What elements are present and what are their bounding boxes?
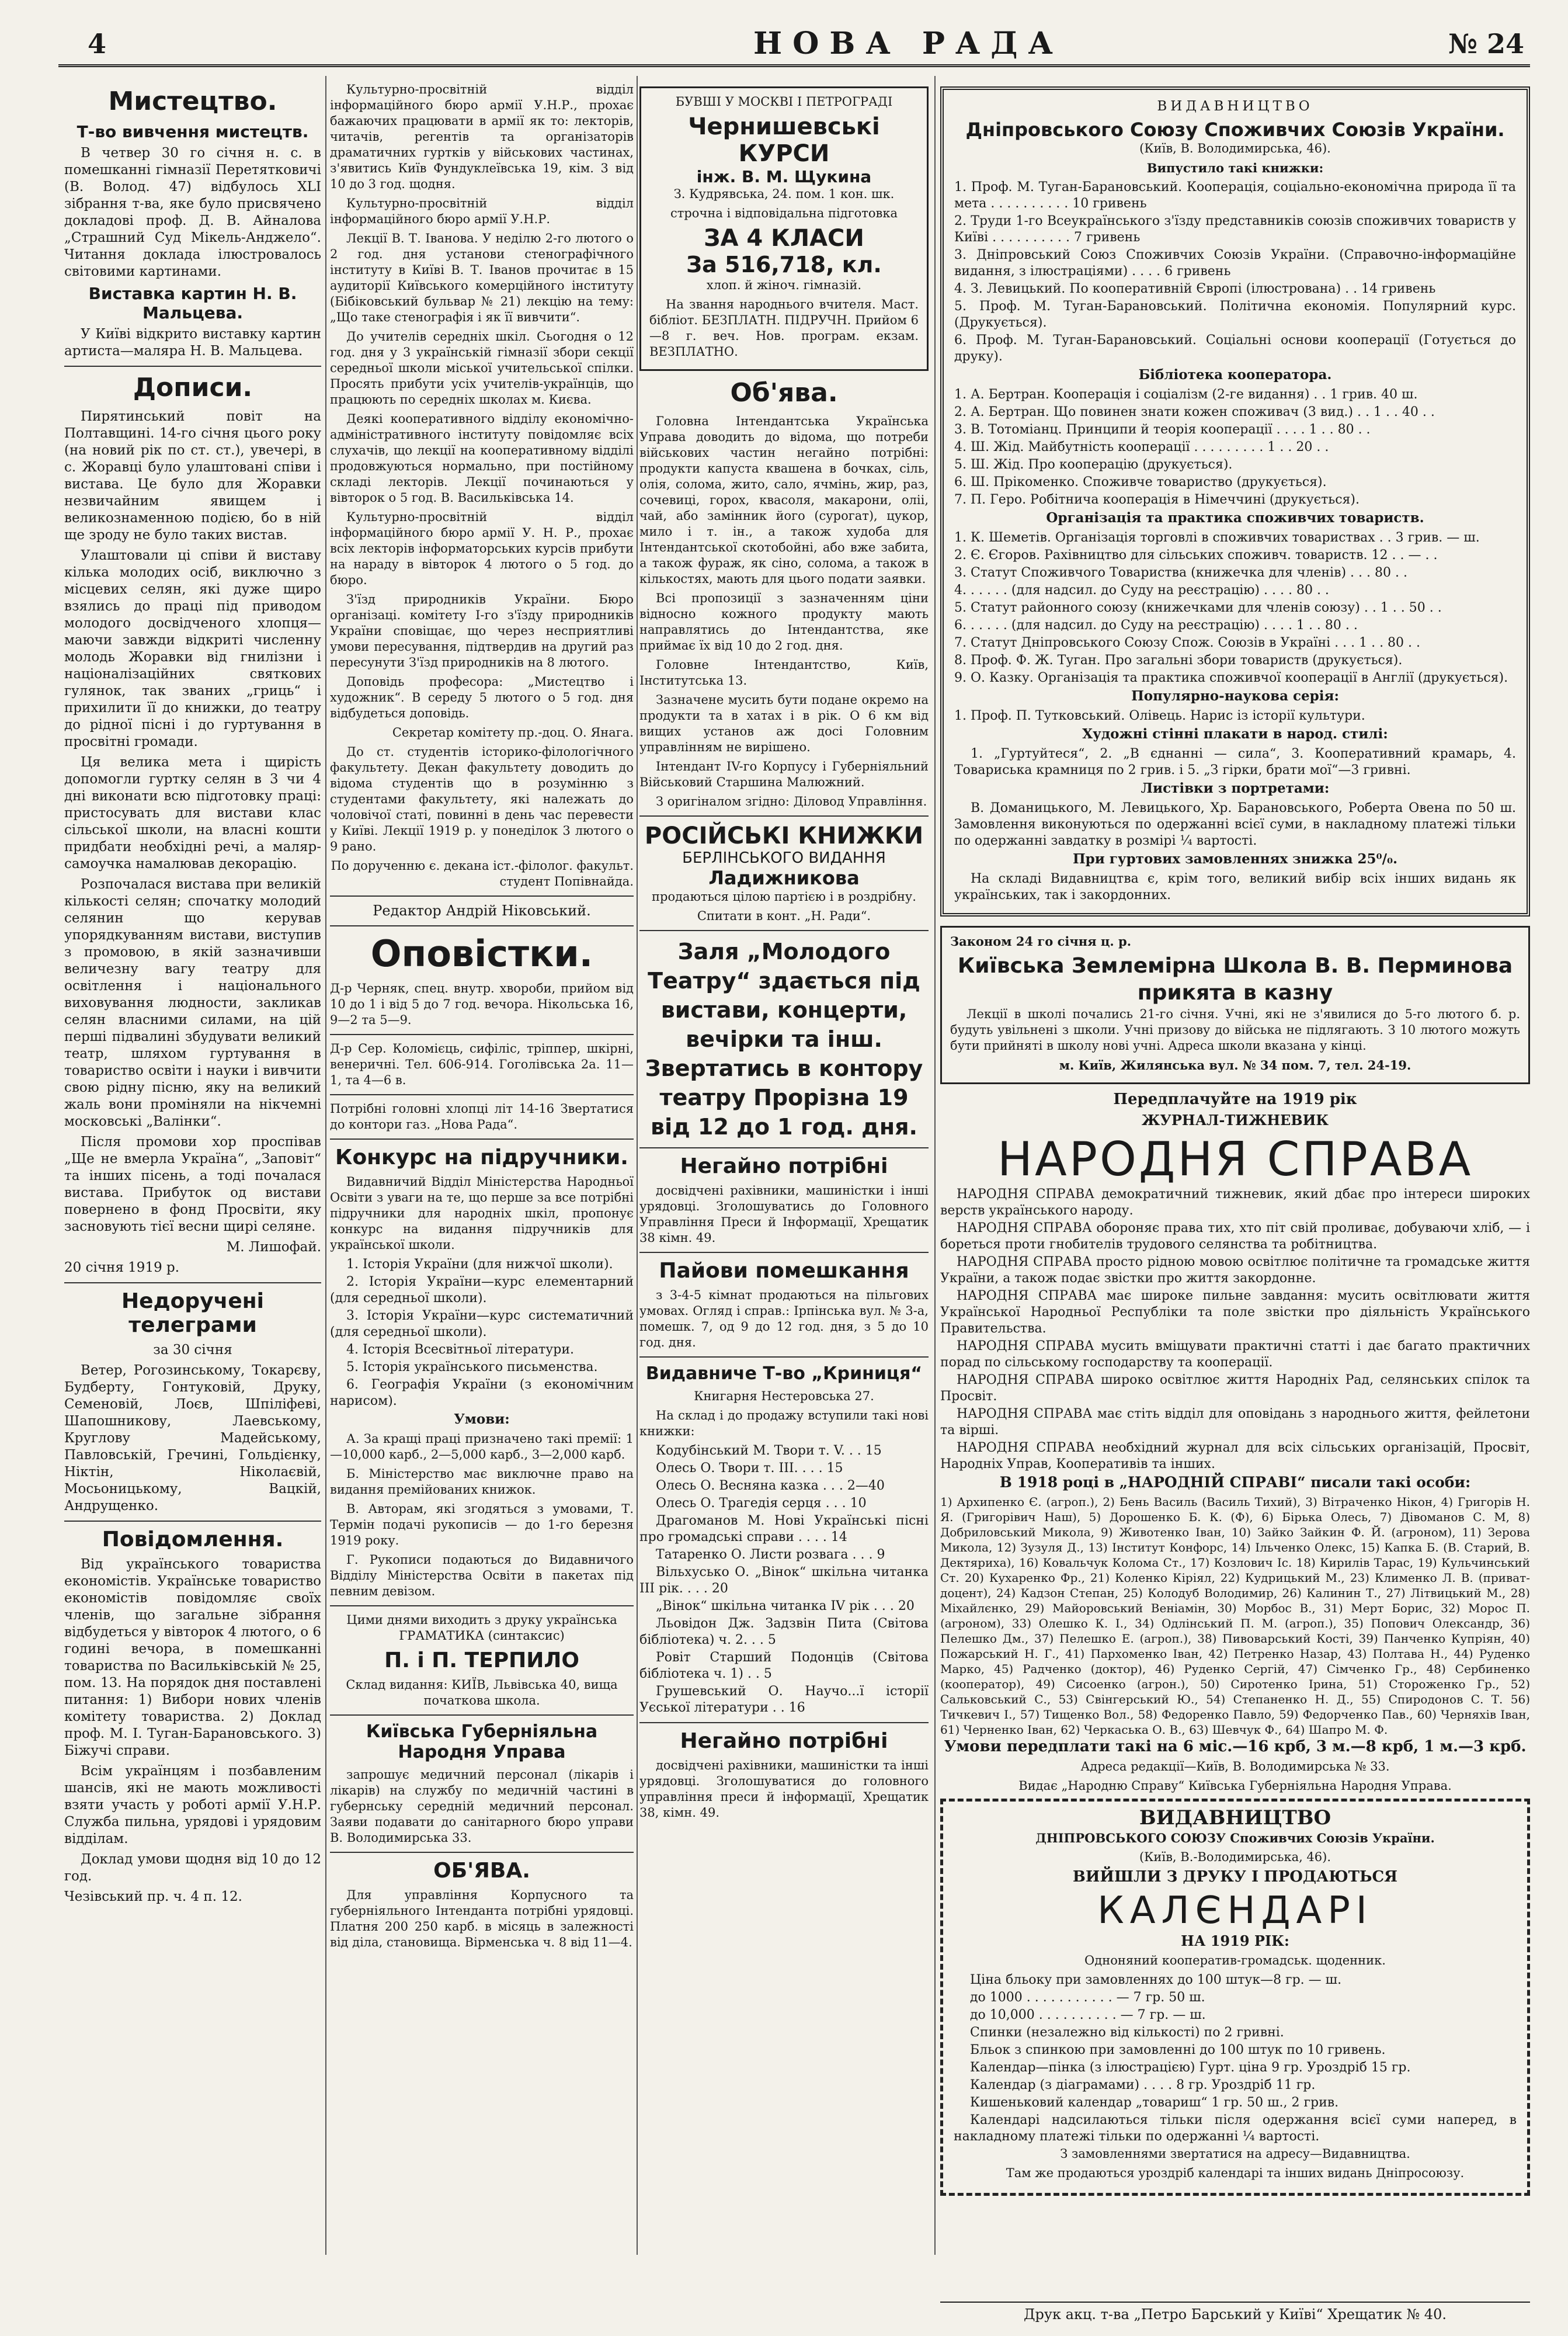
notice-paragraph: До ст. студентів історико-філологічного факультету. Декан факультету доводить до відома студентів що в розумінню з студентами факультету, які належать до чоловічої статі, повинні в день час перевести у Київі. Лекції 1919 р. у понеділок 3 лютого о 9 рано. [330, 745, 634, 853]
article-paragraph: Після промови хор проспівав „Ще не вмерла Україна“, „Заповіт“ та інших пісень, а тоді почалася вистава. Прибуток од вистави повернено в фонд Просвіти, яку засновують тієї весни щирі селяне. [64, 1134, 321, 1234]
calendar-price: Ціна бльоку при замовленнях до 100 штук—8 гр. — ш. [970, 1973, 1342, 1987]
list-item: 5. Статут районного союзу (книжечками для членів союзу) . . 1 . . 50 . . [954, 601, 1442, 615]
organization-title: Організація та практика споживчих товариств. [1046, 510, 1424, 526]
list-item: „Вінок“ шкільна читанка IV рік . . . 20 [656, 1599, 915, 1613]
publisher-intro: На склад і до продажу вступили такі нові книжки: [639, 1408, 929, 1438]
list-item: 6. . . . . . (для надсил. до Суду на реєстрацію) . . . . 1 . . 80 . . [954, 618, 1358, 633]
list-item: 1. Історія України (для нижчої школи). [346, 1257, 613, 1272]
journal-paragraph: НАРОДНЯ СПРАВА мусить вміщувати практичні статті і дає багато практичних порад по сільському господарству та кооперації. [940, 1339, 1530, 1370]
apartments-body: з 3-4-5 кімнат продаються на пільгових умовах. Огляд і справ.: Ірпінська вул. № 3-а, помешк. 7, од 9 до 12 год. дня, з 5 до 10 год. дня. [639, 1288, 929, 1349]
journal-paragraph: НАРОДНЯ СПРАВА необхідний журнал для всіх сільських організацій, Просвіт, Народніх Управ, Кооперативів та інших. [940, 1441, 1530, 1471]
journal-ad [940, 1091, 1530, 1794]
publisher-union: Дніпровського Союзу Споживчих Союзів України. [965, 119, 1505, 141]
list-item: 3. Дніпровський Союз Споживчих Союзів України. (Справочно-інформаційне видання, з ілюстраціями) . . . . 6 гривень [954, 248, 1516, 279]
school-body: Лекції в школі почались 21-го січня. Учні, які не з'явилися до 5-го лютого б. р. будуть увільнені з школи. Учні призову до війська не підлягають. З 10 лютого можуть бути прийняті в школу нові учні. Адреса школи вказана у кінці. [950, 1007, 1520, 1053]
list-item: 5. Ш. Жід. Про кооперацію (друкується). [954, 457, 1233, 472]
courses-top: БУВШІ У МОСКВІ І ПЕТРОГРАДІ [675, 95, 893, 109]
kyiv-administration-body: запрошує медичний персонал (лікарів і лікарів) на службу по медичній частині в губернську середній медичний персонал. Заяви подавати до санітарного бюро управи В. Володимирська 33. [330, 1768, 634, 1845]
russian-books-contact: Спитати в конт. „Н. Ради“. [697, 909, 871, 923]
list-item: Ровіт Старший Подонців (Світова бібліотека ч. 1) . . 5 [639, 1650, 929, 1681]
courses-classes: ЗА 4 КЛАСИ [704, 225, 864, 252]
calendar-year: НА 1919 РІК: [1181, 1932, 1289, 1949]
list-item: Грушевський О. Научо...ї історії Уєської літератури . . 16 [639, 1684, 929, 1715]
section-title-notices: Повідомлення. [102, 1528, 284, 1551]
ad-wanted: Потрібні головні хлопці літ 14-16 Звертатися до контори газ. „Нова Рада“. [330, 1102, 634, 1131]
divider [639, 930, 929, 931]
journal-pre: Передплачуйте на 1919 рік [1113, 1091, 1357, 1108]
postcards-title: Листівки з портретами: [1141, 780, 1330, 796]
kyiv-administration-title: Київська Губерніяльна Народня Управа [366, 1721, 598, 1762]
column-2 [330, 82, 634, 2290]
notice-paragraph: Лекції В. Т. Іванова. У неділю 2-го лютого о 2 год. дня установи стенографічного інституту в Київі В. Т. Іванов прочитає в 15 аудиторії Київського комерційного інституту (Бібіковський бульвар № 21) лекцію на тему: „Що таке стенографія і як її вивчити“. [330, 231, 634, 324]
author-name: П. і П. ТЕРПИЛО [384, 1648, 579, 1672]
signature: Секретар комітету пр.-доц. О. Янага. [392, 726, 634, 740]
announcement-paragraph: Головне Інтендантство, Київ, Інститутська 13. [639, 658, 929, 688]
calendar-orders: З замовленнями звертатися на адресу—Видавництва. [1060, 2147, 1410, 2161]
divider [639, 815, 929, 817]
divider [330, 1605, 634, 1606]
printer-imprint: Друк акц. т-ва „Петро Барський у Київі“ Хрещатик № 40. [940, 2302, 1530, 2323]
divider [64, 1521, 321, 1522]
divider [639, 1252, 929, 1253]
list-item: 7. П. Геро. Робітнича кооперація в Німеччині (друкується). [954, 492, 1360, 507]
condition: А. За кращі праці призначено такі премії: 1—10,000 карб., 2—5,000 карб., 3—2,000 карб. [330, 1432, 634, 1462]
calendar-ad [940, 1799, 1530, 2196]
section-title-telegrams: Недоручені телеграми [121, 1289, 264, 1337]
list-item: 4. . . . . . (для надсил. до Суду на реєстрацію) . . . . 80 . . [954, 583, 1329, 598]
list-item: 6. Проф. М. Туган-Барановський. Соціальні основи кооперації (Готується до друку). [954, 333, 1516, 364]
column-rule [637, 76, 638, 2255]
courses-price-note: хлоп. й жіноч. гімназій. [706, 278, 862, 292]
ad-doctor: Д-р Сер. Коломієць, сифіліс, тріппер, шкірні, венеричні. Тел. 606-914. Гоголівська 2а. 11—1, та 4—6 в. [330, 1042, 634, 1087]
list-item: 7. Статут Дніпровського Союзу Спож. Союзів в Україні . . . 1 . . 80 . . [954, 636, 1421, 650]
article-paragraph: У Київі відкрито виставку картин артиста—маляра Н. В. Мальцева. [64, 327, 321, 359]
russian-books-body: продаються цілою партією і в роздрібну. [652, 890, 916, 904]
calendar-out: ВИЙШЛИ З ДРУКУ І ПРОДАЮТЬСЯ [1072, 1868, 1398, 1886]
article-paragraph: Розпочалася вистава при великій кількості селян; спочатку молодий селянин що керував упорядкуванням вистави, виступив з промовою, в якій зазначивши величезну вагу театру для освітлення і національного виховування людности, закликав селян власними силами, на цій перші підвалині збудувати великий театр, шляхом гуртування в товариство освіти і науки і вивчити свою рідну пісню, яку на великий жаль вони проміняли на нікчемні московські „Валінки“. [64, 877, 321, 1129]
wanted-body: досвідчені рахівники, машиністки та інші урядовці. Зголошуватися до головного управління преси й інформації, Хрещатик 38, кімн. 49. [639, 1758, 929, 1820]
article-paragraph: Від українського товариства економістів. Українське товариство економістів повідомляє своїх членів, що загальне зібрання відбудеться у вівторок 4 лютого, о 6 годині вечора, в помешканні товариства по Васильківській № 25, пом. 13. На порядок дня поставлені питання: 1) Вибори нових членів комітету товариства. 2) Доклад проф. М. І. Туган-Барановського. 3) Біжучі справи. [64, 1557, 321, 1758]
list-item: 1. К. Шеметів. Організація торговлі в споживчих товариствах . . 3 грив. — ш. [954, 530, 1480, 545]
journal-paragraph: НАРОДНЯ СПРАВА демократичний тижневик, який дбає про інтереси широких верств українського народу. [940, 1187, 1530, 1218]
section-title-ads: Оповістки. [370, 932, 593, 975]
publisher-address: (Київ, В. Володимирська, 46). [1139, 141, 1331, 155]
divider [639, 1147, 929, 1148]
telegrams-list: Ветер, Рогозинському, Токарєву, Будберту, Гонтуковій, Друку, Семеновій, Лоєв, Шпіліфеві, Шапошникову, Лаевському, Круглову Мадейському, Павловській, Гречині, Гольдієнку, Ніктін, Ніколаєвій, Мосьоницькому, Вацкій, Андрущенко. [64, 1363, 321, 1514]
list-item: 1. Проф. П. Тутковський. Олівець. Нарис із історії культури. [954, 709, 1365, 723]
divider [330, 925, 634, 926]
editor-line: Редактор Андрій Ніковський. [373, 903, 591, 919]
column-1 [64, 82, 321, 2290]
condition: Г. Рукописи подаються до Видавничого Відділу Міністерства Освіти в пакетах під певним девізом. [330, 1553, 634, 1598]
section-title-letters: Дописи. [133, 373, 253, 402]
journal-paragraph: НАРОДНЯ СПРАВА обороняє права тих, хто піт свій проливає, добуваючи хліб, — і бореться проти гнобителів трудового селянства та робітництва. [940, 1221, 1530, 1252]
publisher-tail: На складі Видавництва є, крім того, великий вибір всіх інших видань як українських, так і закордонних. [954, 872, 1516, 903]
condition: Б. Міністерство має виключне право на видання премійованих книжок. [330, 1467, 634, 1497]
notice-title: ОБ'ЯВА. [433, 1859, 530, 1883]
posters-title: Художні стінні плакати в народ. стилі: [1082, 726, 1388, 742]
list-item: Льовідон Дж. Задзвін Пита (Світова бібліотека) ч. 2. . . 5 [639, 1616, 929, 1647]
discount-line: При гуртових замовленнях знижка 25⁰/₀. [1072, 851, 1398, 867]
wanted-body: досвідчені рахівники, машиністки і інші урядовці. Зголошуватись до Головного Управління Преси й Інформації, Хрещатик 38 кімн. 49. [639, 1183, 929, 1245]
school-law: Законом 24 го січня ц. р. [950, 934, 1132, 949]
divider [330, 1034, 634, 1035]
column-4 [940, 82, 1530, 2296]
courses-founder: інж. В. М. Щукина [696, 167, 872, 186]
divider [639, 1356, 929, 1358]
divider [330, 1094, 634, 1095]
russian-books-publisher: Ладижникова [708, 867, 860, 889]
address: Чезівський пр. ч. 4 п. 12. [64, 1889, 242, 1904]
list-item: 6. Географія України (з економічним нарисом). [330, 1377, 634, 1408]
courses-price: За 516,718, кл. [686, 252, 882, 277]
russian-books-sub: БЕРЛІНСЬКОГО ВИДАННЯ [682, 849, 886, 867]
russian-books-title: РОСІЙСЬКІ КНИЖКИ [644, 822, 924, 849]
announcement-paragraph: Всі пропозиції з зазначенням ціни відносно кожного продукту мають направлятись до Інтендантства, яке приймає їх від 10 до 2 год. дня. [639, 591, 929, 652]
article-paragraph: Пирятинський повіт на Полтавщині. 14-го січня цього року (на новий рік по ст. ст.), увечері, в с. Жоравці було улаштовані співи і вистава. Це було для Жоравки незвичайним явищем і великознаменною подією, бо в ній ще зроду не було таких вистав. [64, 409, 321, 543]
list-item: 2. Історія України—курс елементарний (для середньої школи). [330, 1275, 634, 1306]
notice-paragraph: Деякі кооперативного відділу економічно-адміністративного інституту повідомляє всіх слухачів, що лекції на кооперативному відділі продовжуються нормально, при постійному складі лекторів. Лекції починаються у вівторок о 5 год. В. Васильківська 14. [330, 412, 634, 505]
list-item: Олесь О. Твори т. III. . . . 15 [656, 1461, 843, 1476]
calendar-price: Бльок з спинкою при замовленні до 100 штук по 10 гривень. [970, 2043, 1386, 2057]
wanted-title: Негайно потрібні [680, 1154, 888, 1178]
list-item: 1. А. Бертран. Кооперація і соціалізм (2-ге видання) . . 1 грив. 40 ш. [954, 387, 1418, 402]
posters-body: 1. „Гуртуйтеся“, 2. „В єднанні — сила“, 3. Кооперативний крамарь, 4. Товариська крамниця по 2 грив. і 5. „З гірки, брати мої“—3 гривні. [954, 747, 1516, 777]
column-3 [639, 82, 929, 2290]
notice-paragraph: Доповідь професора: „Мистецтво і художник“. В середу 5 лютого о 5 год. дня відбудеться доповідь. [330, 675, 634, 720]
journal-paragraph: НАРОДНЯ СПРАВА має стіть відділ для оповідань з народнього життя, фейлетони та вірші. [940, 1407, 1530, 1438]
divider [330, 1139, 634, 1140]
courses-address: З. Кудрявська, 24. пом. 1 кон. шк. [673, 187, 895, 201]
apartments-title: Пайови помешкання [659, 1259, 909, 1283]
list-item: 2. А. Бертран. Що повинен знати кожен споживач (3 вид.) . . 1 . . 40 . . [954, 405, 1435, 419]
calendar-union: ДНІПРОВСЬКОГО СОЮЗУ Споживчих Союзів України. [1035, 1831, 1435, 1845]
list-item: Драгоманов М. Нові Українські пісні про громадські справи . . . . 14 [639, 1514, 929, 1544]
calendar-price: до 10,000 . . . . . . . . . . — 7 гр. — ш. [970, 2008, 1206, 2022]
telegrams-date: за 30 січня [153, 1342, 232, 1358]
issue-number: № 24 [1448, 28, 1524, 60]
divider [330, 895, 634, 897]
announcement-paragraph: Зазначене мусить бути подане окремо на продукти та в хатах і в рік. О 6 км від вищих установ аж досі Головним управлінням не вирішено. [639, 693, 929, 754]
warehouse-address: Склад видання: КИЇВ, Львівська 40, вища початкова школа. [346, 1678, 618, 1707]
school-address: м. Київ, Жилянська вул. № 34 пом. 7, тел. 24-19. [1059, 1058, 1411, 1072]
calendar-address: (Київ, В.-Володимирська, 46). [1139, 1850, 1331, 1864]
publisher-intro: Випустило такі книжки: [1146, 161, 1324, 175]
journal-writers-title: В 1918 році в „НАРОДНІЙ СПРАВІ“ писали такі особи: [999, 1474, 1471, 1491]
publisher-shop: Книгарня Нестеровська 27. [694, 1389, 874, 1403]
article-paragraph: Ця велика мета і щирість допомогли гуртку селян в 3 чи 4 дні виконати всю підготовку праці: пристосувать для вистави клас сільської школи, на власні кошти придбати необхідні речі, а маляр-самоучка намалював декорацію. [64, 755, 321, 872]
list-item: 9. О. Казку. Організація та практика споживчої кооперації в Англії (друкується). [954, 671, 1508, 685]
notice-paragraph: Культурно-просвітній відділ інформаційного бюро армії У.Н.Р., прохає бажаючих працювати в армії як то: лекторів, читачів, регентів та організаторів драматичних гуртків у військових частинах, з'явитись Київ Фундуклеївська 19, кім. 3 від 10 до 3 год. щодня. [330, 82, 634, 191]
list-item: 4. Ш. Жід. Майбутність кооперації . . . . . . . . . 1 . . 20 . . [954, 440, 1329, 454]
notice-paragraph: До учителів середніх шкіл. Сьогодня о 12 год. дня у 3 українській гімназії збори секції середньої школи міської учительської спілки. Просять прибути усіх учителів-українців, що працюють по середніх школах м. Києва. [330, 329, 634, 407]
calendar-line: Одноняний кооператив-громадськ. щоденник. [1084, 1953, 1386, 1967]
list-item: 2. Труди 1-го Всеукраїнського з'їзду представників союзів споживчих товариств у Київі . . . . . . . . . . 7 гривень [954, 214, 1516, 245]
list-item: Олесь О. Весняна казка . . . 2—40 [656, 1478, 885, 1493]
list-item: 8. Проф. Ф. Ж. Туган. Про загальні збори товариств (друкується). [954, 653, 1403, 668]
notice-body: Для управління Корпусного та губерніяльного Інтенданта потрібні урядовці. Платня 200 250 карб. в місяць в залежності від діла, становища. Вірменська ч. 8 від 11—4. [330, 1888, 634, 1949]
subheading: Виставка картин Н. В. Мальцева. [88, 284, 297, 322]
grammar-announce: Цими днями виходить з друку українська ГРАМАТИКА (синтаксис) [346, 1613, 617, 1643]
subheading: Т-во вивчення мистецтв. [77, 122, 309, 141]
journal-paragraph: НАРОДНЯ СПРАВА має широке пильне завдання: мусить освітлювати життя Української Народньої Республіки та поле звістки про діяльність Українського Правительства. [940, 1289, 1530, 1336]
journal-paragraph: НАРОДНЯ СПРАВА широко освітлює життя Народніх Рад, селянських спілок та Просвіт. [940, 1373, 1530, 1404]
courses-ad [639, 86, 929, 371]
postcards-body: В. Доманицького, М. Левицького, Хр. Барановського, Роберта Овена по 50 ш. Замовлення виконуються по одержанні всієї суми, в накладному платежі тільки по одержанні завдатку в розмірі ¼ вартості. [954, 801, 1516, 848]
calendar-price: до 1000 . . . . . . . . . . . — 7 гр. 50 ш. [970, 1990, 1205, 2005]
page-number: 4 [88, 28, 107, 60]
library-title: Бібліотека кооператора. [1138, 367, 1332, 383]
publisher-title: Видавниче Т-во „Криниця“ [645, 1363, 923, 1384]
courses-title: Чернишевські КУРСИ [688, 113, 880, 167]
calendar-sale: Там же продаються уроздріб календарі та інших видань Дніпросоюзу. [1006, 2166, 1465, 2180]
list-item: 4. З. Левицький. По кооперативній Європі (ілюстрована) . . 14 гривень [954, 282, 1436, 296]
notice-paragraph: Культурно-просвітній відділ інформаційного бюро армії У. Н. Р., прохає всіх лекторів інформаторських курсів прибути на нараду в вівторок 4 лютого о 5 год. до бюро. [330, 510, 634, 587]
ad-doctor: Д-р Черняк, спец. внутр. хвороби, прийом від 10 до 1 і від 5 до 7 год. вечора. Нікольська 16, 9—2 та 5—9. [330, 981, 634, 1027]
signature: По дорученню є. декана іст.-філолог. факульт. студент Попівнайда. [331, 859, 634, 888]
list-item: 3. В. Тотоміанц. Принципи й теорія кооперації . . . . 1 . . 80 . . [954, 422, 1371, 437]
list-item: 3. Статут Споживчого Товариства (книжечка для членів) . . . 80 . . [954, 565, 1407, 580]
article-paragraph: В четвер 30 го січня н. с. в помешканні гімназії Перетятковичі (В. Волод. 47) відбулось ХLІ зібрання т-ва, яке було присвячено докладові проф. Д. В. Айналова „Страшний Суд Мікель-Анджело“. Читання доклада ілюстровалось світовими картинами. [64, 145, 321, 279]
contest-list [330, 1256, 634, 1410]
list-item: 5. Історія українського письменства. [346, 1360, 598, 1374]
publisher-label: ВИДАВНИЦТВО [1157, 99, 1313, 114]
announcement-original: З оригіналом згідно: Діловод Управління. [656, 794, 927, 808]
newspaper-title: НОВА РАДА [753, 26, 1063, 61]
journal-title: НАРОДНЯ СПРАВА [997, 1132, 1473, 1186]
journal-address: Адреса редакції—Київ, В. Володимирська № 33. [1080, 1759, 1390, 1773]
journal-publisher: Видає „Народню Справу“ Київська Губерніяльна Народня Управа. [1018, 1779, 1452, 1793]
masthead [58, 23, 1530, 67]
courses-line: строчна і відповідальна підготовка [670, 206, 898, 220]
calendar-title: КАЛЄНДАРІ [1097, 1889, 1373, 1932]
section-title-art: Мистецтво. [108, 86, 277, 116]
calendar-note: Календарі надсилаються тільки після одержання всієї суми наперед, в накладному платежі тільки по одержанні ¼ вартості. [954, 2113, 1517, 2144]
divider [330, 1714, 634, 1716]
calendar-price: Календар—пінка (з ілюстрацією) Гурт. ціна 9 гр. Уроздріб 15 гр. [970, 2060, 1411, 2075]
list-item: Татаренко О. Листи розвага . . . 9 [656, 1547, 885, 1562]
announcement-signature: Інтендант ІV-го Корпусу і Губерніяльний Військовий Старшина Малюжний. [639, 759, 929, 789]
divider [639, 1722, 929, 1723]
journal-type: ЖУРНАЛ-ТИЖНЕВИК [1141, 1112, 1329, 1129]
list-item: 3. Історія України—курс систематичний (для середньої школи). [330, 1308, 634, 1339]
courses-details: На звання народнього вчителя. Маст. бібліот. БЕЗПЛАТН. ПІДРУЧН. Прийом 6—8 г. веч. Нов. програм. екзам. ВЕЗПЛАТНО. [649, 297, 919, 359]
conditions-title: Умови: [454, 1411, 510, 1427]
announcement-paragraph: Головна Інтендантська Українська Управа доводить до відома, що потреби військових частин негайно потрібні: продукти капуста квашена в бочках, сіль, олія, солома, жито, сало, ячмінь, жир, раз, сочевиці, горох, квасоля, макарони, оліі, чай, або замінник його (сурогат), цукор, мило і т. ін., а також худоба для Інтендантської скотобойні, або вже забита, а також фураж, як сіно, солома, а також в кількостях, мають для цього подати заявки. [639, 414, 929, 586]
popular-series-title: Популярно-наукова серія: [1131, 688, 1339, 704]
signature: М. Лишофай. [226, 1240, 321, 1255]
wanted-title: Негайно потрібні [680, 1729, 888, 1753]
divider [330, 1852, 634, 1853]
school-name: Київська Землемірна Школа В. В. Перминова прикята в казну [957, 954, 1513, 1005]
article-paragraph: Всім українцям і позбавленим шансів, які не мають можливості взяти участь у роботі армії У.Н.Р. Служба пильна, урядові і урядовим відділам. [64, 1764, 321, 1846]
list-item: 1. Проф. М. Туган-Барановський. Кооперація, соціально-економічна природа її та мета . . . . . . . . . . 10 гривень [954, 180, 1516, 211]
list-item: 2. Є. Єгоров. Рахівництво для сільських споживч. товариств. 12 . . — . . [954, 548, 1438, 563]
surveying-school-ad [940, 926, 1530, 1084]
notice-paragraph: Культурно-просвітній відділ інформаційного бюро армії У.Н.Р. [330, 196, 634, 226]
theatre-hall-ad: Заля „Молодого Театру“ здається під вистави, концерти, вечірки та інш. Звертатись в контору театру Прорізна 19 від 12 до 1 год. дня. [645, 939, 923, 1140]
article-paragraph: Улаштовали ці співи й виставу кілька молодих осіб, виключно з місцевих селян, які дуже щиро взялись до праці під приводом молодого досвідченого хлопця—маючи завжди відкриті численну молодь Жоравки від гнилізни і націоналізаційних святкових гулянок, так званих „гриць“ і прихилити її до книжки, до театру до рідної пісні і до гуртування в просвітні громади. [64, 548, 321, 749]
list-item: 4. Історія Всесвітньої літератури. [346, 1342, 574, 1357]
condition: В. Авторам, які згодяться з умовами, Т. Термін подачі рукописів — до 1-го березня 1919 року. [330, 1502, 634, 1547]
list-item: Кодубінський М. Твори т. V. . . 15 [656, 1443, 882, 1458]
book-list [639, 1443, 929, 1716]
cooperative-publisher-ad [940, 86, 1530, 917]
list-item: Олесь О. Трагедія серця . . . 10 [656, 1496, 867, 1511]
calendar-publisher: ВИДАВНИЦТВО [1139, 1806, 1331, 1830]
divider [64, 366, 321, 367]
journal-writers: 1) Архипенко Є. (агроп.), 2) Бень Василь (Василь Тихий), 3) Вітраченко Нікон, 4) Григорів Н. Я. (Григорівич Наш), 5) Дорошенко Б. К. (Ф), 6) Бірька Олесь, 7) Дівоманов С. М, 8) Добриловський Микола, 9) Животенко Іван, 10) Зайко Зайкин Ф. Й. (агроном), 11) Зерова Микола, 12) Зузуля Д., 13) Інститут Конфорс, 14) Ільченко Олекс, 15) Капка Б. (В. Старий, В. Дектяриха), 16) Ковальчук Колома Ст., 17) Козлович Іс. 18) Кирилів Тарас, 19) Кульчинський Ст. 20) Кухаренко Фр., 21) Коленко Кіріял, 22) Кудрицький М., 23) Клименко Л. В. (приват-доцент), 24) Кадзон Степан, 25) Колодуб Володимир, 26) Калинин Т., 27) Літвицький М., 28) Міхайлєнко, 29) Майоровський Веніамін, 30) Морбос В., 31) Мерт Борис, 32) Морос П. (агроном), 33) Олешко К. І., 34) Одлінський П. М. (агроп.), 35) Попович Олександр, 36) Пелешко Дм., 37) Пелешко Е. (агроп.), 38) Пивоварський Кості, 39) Панченко Купріян, 40) Пожарський Н. Г., 41) Пархоменко Іван, 42) Петренко Назар, 43) Полтава Н., 44) Руденко Марко, 45) Радченко (доктор), 46) Руденко Сергій, 47) Сімченко Гр., 48) Сербиненко (кооператор), 49) Сисоенко (агрон.), 50) Сиротенко Ірина, 51) Стороженко Гр., 52) Сальковський С., 53) Свінгерський Ю., 54) Степаненко Н. Д., 55) Спиродонов С. Т. 56) Тичкевич І., 57) Тищенко Вол., 58) Федоренко Павло, 59) Федорченко Пав., 60) Черняхів Іван, 61) Черненко Іван, 62) Черкаська О. В., 63) Шевчук Ф., 64) Шапро М. Ф. [940, 1495, 1530, 1737]
list-item: 6. Ш. Прікоменко. Споживче товариство (друкується). [954, 475, 1327, 490]
journal-terms: Умови передплати такі на 6 міс.—16 крб, 3 м.—8 крб, 1 м.—3 крб. [944, 1738, 1527, 1755]
list-item: Вільхусько О. „Вінок“ шкільна читанка III рік. . . . 20 [639, 1565, 929, 1596]
list-item: 5. Проф. М. Туган-Барановський. Політична економія. Популярний курс. (Друкується). [954, 299, 1516, 330]
notice-paragraph: З'їзд природників України. Бюро організаці. комітету I-го з'їзду природників України сповіщає, що через несприятливі умови пересування, підтвердив на другий раз пересунути З'їзд природників на 8 лютого. [330, 592, 634, 669]
announcement-title: Об'ява. [730, 378, 838, 408]
column-rule [934, 76, 936, 2255]
contest-title: Конкурс на підручники. [335, 1146, 628, 1169]
divider [64, 1282, 321, 1283]
column-rule [325, 76, 326, 2255]
calendar-price: Спинки (незалежно від кількості) по 2 гривні. [970, 2025, 1284, 2040]
article-paragraph: Доклад умови щодня від 10 до 12 год. [64, 1852, 321, 1884]
calendar-price: Кишеньковий календар „товариш“ 1 гр. 50 ш., 2 грив. [970, 2095, 1339, 2110]
dateline: 20 січня 1919 р. [64, 1260, 180, 1275]
journal-paragraph: НАРОДНЯ СПРАВА просто рідною мовою освітлює політичне та громадське життя України, а також подає звістки про життя закордонне. [940, 1255, 1530, 1286]
contest-body: Видавничий Відділ Міністерства Народньої Освіти з уваги на те, що перше за все потрібні підручники для народніх шкіл, пропонує конкурс на видання підручників для української школи. [330, 1175, 634, 1252]
calendar-price: Календар (з діаграмами) . . . . 8 гр. Уроздріб 11 гр. [970, 2078, 1316, 2092]
